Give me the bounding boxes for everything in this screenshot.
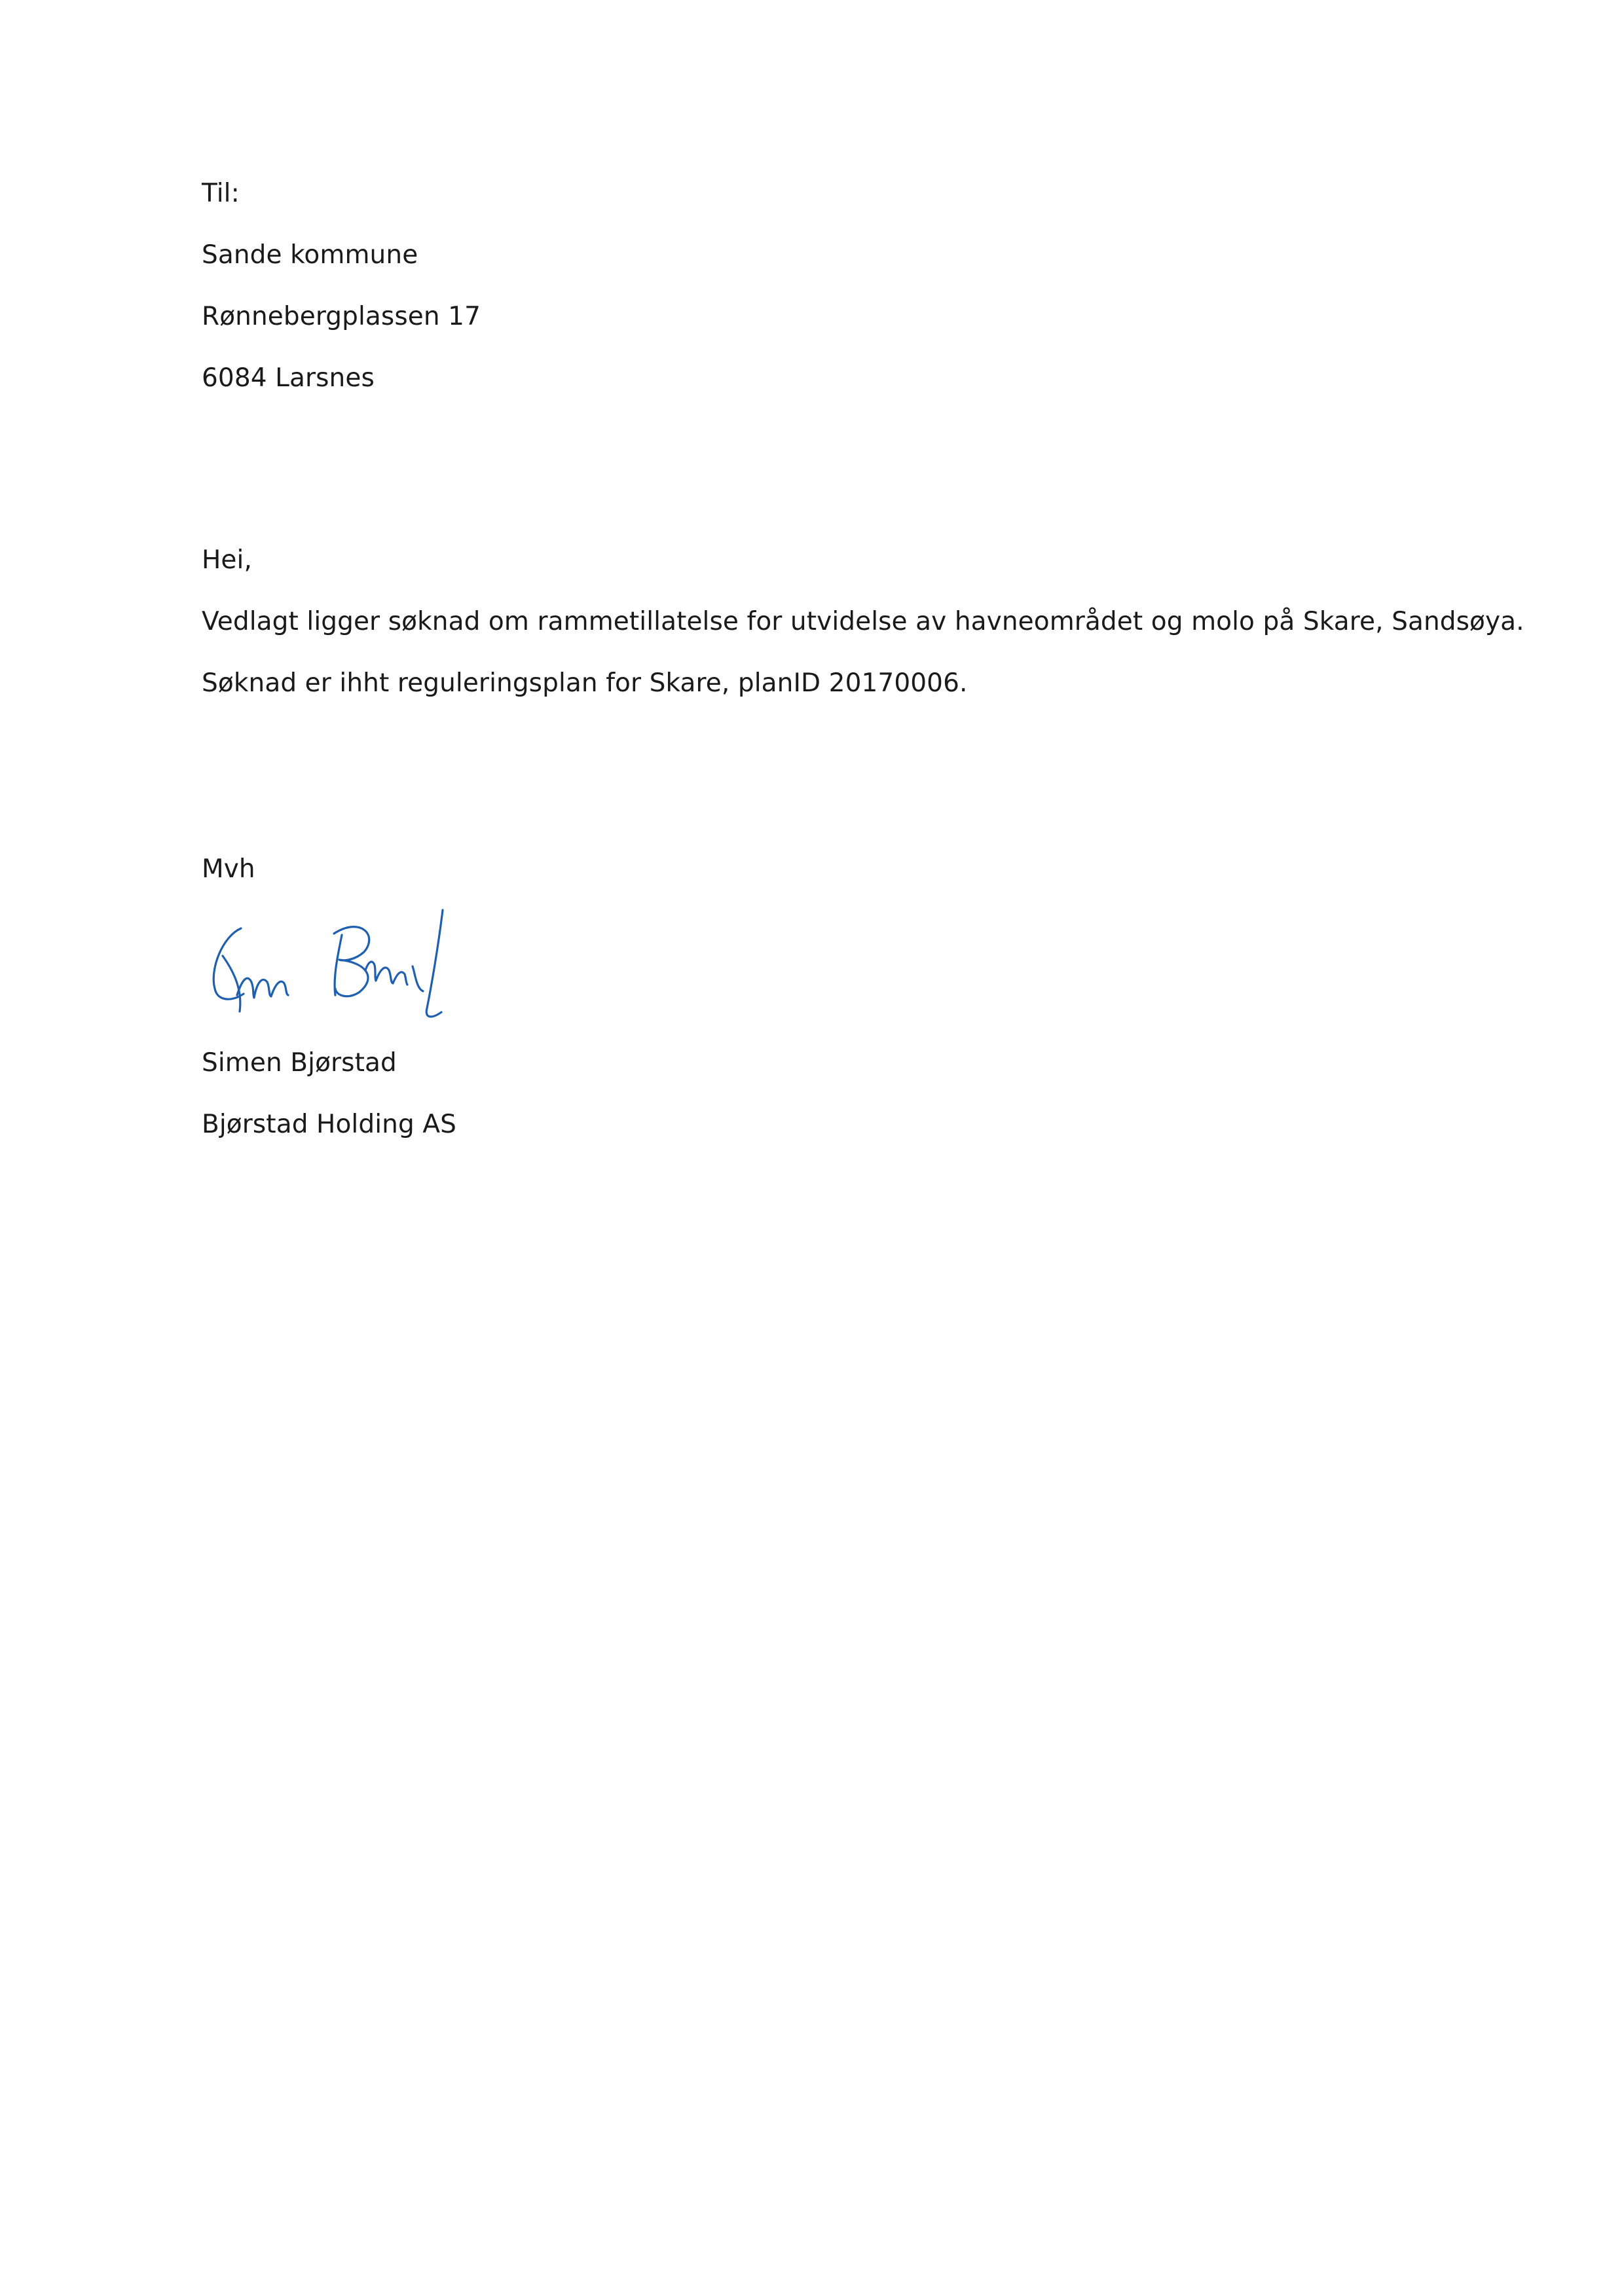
recipient-street: Rønnebergplassen 17 [202, 302, 481, 331]
closing-salutation: Mvh [202, 854, 255, 884]
body-paragraph-1: Vedlagt ligger søknad om rammetillatelse for utvidelse av havneområdet og molo på Skare, Sandsøya. [202, 607, 1524, 636]
recipient-label: Til: [202, 179, 240, 208]
recipient-postal: 6084 Larsnes [202, 363, 375, 393]
body-paragraph-2: Søknad er ihht reguleringsplan for Skare, planID 20170006. [202, 668, 968, 698]
recipient-name: Sande kommune [202, 240, 418, 270]
greeting: Hei, [202, 545, 252, 575]
signer-name: Simen Bjørstad [202, 1048, 397, 1078]
handwritten-signature [196, 897, 524, 1054]
signer-company: Bjørstad Holding AS [202, 1110, 456, 1139]
